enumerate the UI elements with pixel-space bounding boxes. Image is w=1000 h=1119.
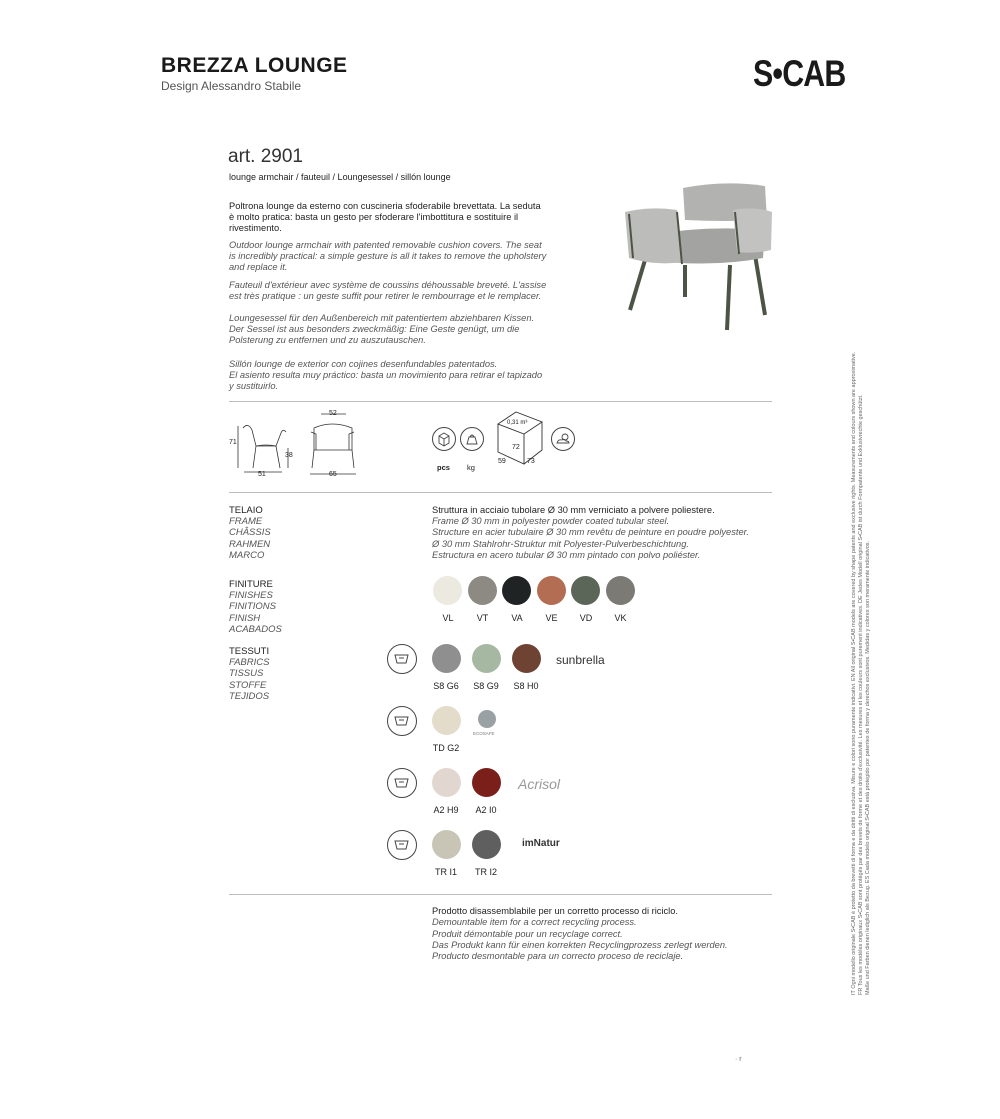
dim-depth: 51 <box>258 471 266 478</box>
wash-care-icon <box>387 644 417 674</box>
fabric-swatch <box>432 830 461 859</box>
finish-swatch-ve <box>537 576 566 605</box>
finishes-label: FINITURE <box>229 579 273 590</box>
finish-swatch-vk <box>606 576 635 605</box>
fabric-swatch <box>472 768 501 797</box>
divider <box>229 401 772 402</box>
finish-swatch-va <box>502 576 531 605</box>
finish-code: VK <box>614 613 627 623</box>
fabric-code: S8 G9 <box>473 681 499 691</box>
fabric-code: A2 I0 <box>475 805 497 815</box>
frame-desc-fr: Structure en acier tubulaire Ø 30 mm revêtu de peinture en poudre polyester. <box>432 527 749 537</box>
acrisol-logo: Acrisol <box>518 776 561 792</box>
package-height: 72 <box>512 444 520 451</box>
fabric-code: S8 G6 <box>433 681 459 691</box>
description-de: Loungesessel für den Außenbereich mit patentiertem abziehbaren Kissen. Der Sessel ist aus besonders zweckmäßig: Eine Geste genügt, um die Polsterung zu entfernen und zu auszutauschen. <box>229 313 535 346</box>
frame-label-de: RAHMEN <box>229 539 271 550</box>
dim-height: 71 <box>229 439 237 446</box>
finishes-label-fr: FINITIONS <box>229 601 276 612</box>
dimension-drawing <box>226 408 366 483</box>
footer-mark: · r <box>735 1056 742 1063</box>
frame-label-fr: CHÂSSIS <box>229 527 271 538</box>
pcs-label: pcs <box>437 463 450 472</box>
ecosafe-label: ECOSAFE <box>473 731 495 736</box>
description-it: Poltrona lounge da esterno con cuscineria sfoderabile brevettata. La seduta è molto pratica: basta un gesto per sfoderare l'imbottitura e sostituire il rivestimento. <box>229 201 541 234</box>
finish-swatch-vt <box>468 576 497 605</box>
chair-image <box>615 180 775 335</box>
fabric-code: A2 H9 <box>433 805 459 815</box>
fabrics-label: TESSUTI <box>229 646 270 657</box>
product-title: BREZZA LOUNGE <box>161 54 348 77</box>
wash-care-icon <box>387 830 417 860</box>
article-number: art. 2901 <box>228 146 303 167</box>
box-icon <box>432 427 456 451</box>
package-volume: 0,31 m³ <box>507 420 528 426</box>
kg-label: kg <box>467 463 475 472</box>
divider <box>229 894 772 895</box>
ecosafe-icon <box>478 710 496 728</box>
frame-label-en: FRAME <box>229 516 263 527</box>
package-depth: 73 <box>527 458 535 465</box>
fabric-swatch <box>472 830 501 859</box>
finish-code: VA <box>511 613 523 623</box>
frame-desc-de: Ø 30 mm Stahlrohr-Struktur mit Polyester-Pulverbeschichtung. <box>432 539 689 549</box>
frame-desc-en: Frame Ø 30 mm in polyester powder coated tubular steel. <box>432 516 670 526</box>
dim-width: 65 <box>329 471 337 478</box>
frame-desc-es: Estructura en acero tubular Ø 30 mm pintado con polvo poliéster. <box>432 550 701 560</box>
fabric-code: TR I1 <box>434 867 457 877</box>
outdoor-weather-icon <box>551 427 575 451</box>
fabric-swatch <box>432 768 461 797</box>
finish-code: VE <box>545 613 558 623</box>
description-en: Outdoor lounge armchair with patented removable cushion covers. The seat is incredibly practical: a simple gesture is all it takes to remove the upholstery and replace it. <box>229 240 547 273</box>
frame-label: TELAIO <box>229 505 263 516</box>
finish-code: VL <box>442 613 454 623</box>
fabric-swatch <box>472 644 501 673</box>
fabric-swatch <box>432 706 461 735</box>
package-width: 59 <box>498 458 506 465</box>
fabric-swatch <box>432 644 461 673</box>
brand-logo: S•CAB <box>753 53 846 94</box>
fabrics-label-fr: TISSUS <box>229 668 264 679</box>
finishes-label-es: ACABADOS <box>229 624 282 635</box>
finishes-label-de: FINISH <box>229 613 261 624</box>
description-fr: Fauteuil d'extérieur avec système de coussins déhoussable breveté. L'assise est très pratique : un geste suffit pour retirer le rembourrage et le remplacer. <box>229 280 547 302</box>
recycle-note: Prodotto disassemblabile per un corretto processo di riciclo. Demountable item for a correct recycling process. Produit démontable pour un recyclage correct. Das Produkt kann für einen korrekten Recyclingprozess zerlegt werden. Producto desmontable para un correcto proceso de reciclaje. <box>432 906 728 962</box>
finish-code: VT <box>476 613 489 623</box>
finish-swatch-vl <box>433 576 462 605</box>
finish-code: VD <box>579 613 593 623</box>
finish-swatch-vd <box>571 576 600 605</box>
finishes-label-en: FINISHES <box>229 590 273 601</box>
wash-care-icon <box>387 706 417 736</box>
sunbrella-logo: sunbrella <box>556 653 605 667</box>
fabrics-label-es: TEJIDOS <box>229 691 270 702</box>
fabric-code: S8 H0 <box>513 681 539 691</box>
fabrics-label-en: FABRICS <box>229 657 270 668</box>
fabric-code: TR I2 <box>474 867 497 877</box>
wash-care-icon <box>387 768 417 798</box>
dim-depth-top: 52 <box>329 410 337 417</box>
imnatur-logo: imNatur <box>522 838 560 849</box>
fabrics-label-de: STOFFE <box>229 680 267 691</box>
fabric-code: TD G2 <box>432 743 460 753</box>
weight-icon <box>460 427 484 451</box>
fabric-swatch <box>512 644 541 673</box>
legal-note: IT Ogni modello originale S•CAB è protetto da brevetti di forma e da diritti di esclusiva. Misure e colori sono puramente indicativi. EN All original S•CAB models are covered by shape patents and exclusive rights. Measurements and colours shown are approximative. FR Tous les modèles originaux S•CAB sont protégés par des brevets de forme et des droits d'exclusivité. Les mesures et les couleurs sont purement indicatives. DE Jedes Modell original S•CAB ist durch Formpatente und Exklusivrechte geschützt. Maße und Farben dienen lediglich als Bezug. ES Cada modelo original S•CAB está protegido por patentes de forma y derechos exclusivos. Medidas y colores son meramente indicativos. <box>851 351 871 995</box>
designer-credit: Design Alessandro Stabile <box>161 79 302 93</box>
dim-seat-height: 38 <box>285 452 293 459</box>
frame-desc-it: Struttura in acciaio tubolare Ø 30 mm verniciato a polvere poliestere. <box>432 505 715 515</box>
description-es: Sillón lounge de exterior con cojines desenfundables patentados. El asiento resulta muy práctico: basta un movimiento para retirar el tapizado y sustituirlo. <box>229 359 543 392</box>
frame-label-es: MARCO <box>229 550 265 561</box>
product-subtitle: lounge armchair / fauteuil / Loungesessel / sillón lounge <box>229 172 451 182</box>
divider <box>229 492 772 493</box>
